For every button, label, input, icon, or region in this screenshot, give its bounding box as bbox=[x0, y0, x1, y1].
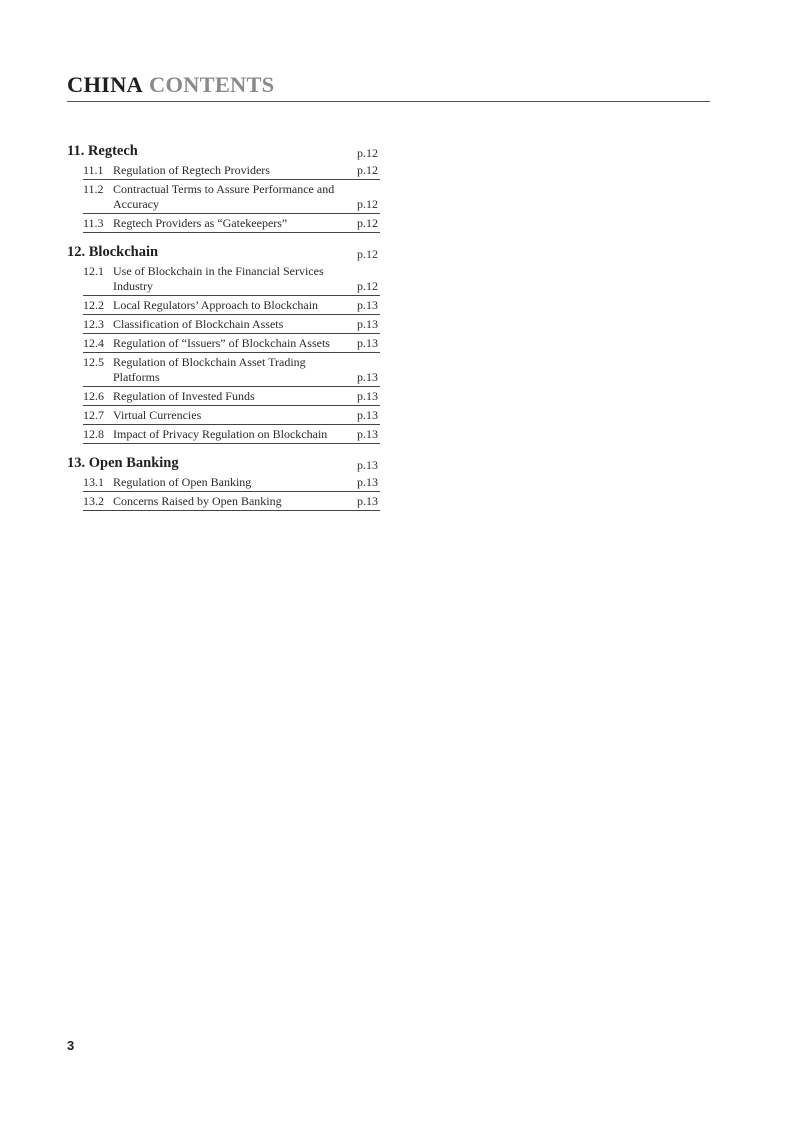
page-header bbox=[67, 70, 710, 102]
entry-page-ref: p.13 bbox=[357, 408, 378, 422]
entry-title: Use of Blockchain in the Financial Services Industry bbox=[113, 264, 324, 293]
section-heading[interactable] bbox=[67, 454, 380, 473]
toc-entry[interactable] bbox=[83, 387, 380, 406]
entry-title: Regulation of Open Banking bbox=[113, 475, 252, 489]
entry-number: 11.3 bbox=[83, 216, 104, 230]
entry-number: 11.2 bbox=[83, 182, 104, 196]
entry-title: Classification of Blockchain Assets bbox=[113, 317, 284, 331]
entry-number: 12.3 bbox=[83, 317, 104, 331]
entry-number: 12.1 bbox=[83, 264, 104, 278]
entry-page-ref: p.13 bbox=[357, 317, 378, 331]
entry-page-ref: p.13 bbox=[357, 298, 378, 312]
entry-number: 12.7 bbox=[83, 408, 104, 422]
toc-entry[interactable] bbox=[83, 262, 380, 296]
entry-page-ref: p.13 bbox=[357, 336, 378, 350]
toc-entry[interactable] bbox=[83, 492, 380, 511]
entry-page-ref: p.12 bbox=[357, 216, 378, 230]
entry-title: Regulation of Regtech Providers bbox=[113, 163, 270, 177]
entry-page-ref: p.12 bbox=[357, 197, 378, 211]
entry-title: Regulation of Blockchain Asset Trading Platforms bbox=[113, 355, 306, 384]
toc-entry[interactable] bbox=[83, 180, 380, 214]
entry-number: 13.1 bbox=[83, 475, 104, 489]
page-number: 3 bbox=[67, 1038, 75, 1053]
entry-list bbox=[83, 262, 380, 444]
entry-title: Regtech Providers as “Gatekeepers” bbox=[113, 216, 288, 230]
section-heading[interactable] bbox=[67, 243, 380, 262]
section-title: 11. Regtech bbox=[67, 143, 138, 159]
section-heading[interactable] bbox=[67, 142, 380, 161]
contents-title: CONTENTS bbox=[149, 72, 275, 97]
page-title bbox=[67, 72, 274, 98]
section-page-ref: p.12 bbox=[357, 146, 378, 160]
entry-title: Local Regulators’ Approach to Blockchain bbox=[113, 298, 319, 312]
toc-section bbox=[67, 243, 380, 444]
entry-title: Virtual Currencies bbox=[113, 408, 202, 422]
toc-entry[interactable] bbox=[83, 315, 380, 334]
entry-page-ref: p.13 bbox=[357, 389, 378, 403]
entry-page-ref: p.13 bbox=[357, 427, 378, 441]
toc-entry[interactable] bbox=[83, 334, 380, 353]
entry-title: Impact of Privacy Regulation on Blockchain bbox=[113, 427, 328, 441]
entry-number: 11.1 bbox=[83, 163, 104, 177]
toc-section bbox=[67, 142, 380, 233]
section-page-ref: p.13 bbox=[357, 458, 378, 472]
toc-entry[interactable] bbox=[83, 406, 380, 425]
toc-entry[interactable] bbox=[83, 296, 380, 315]
entry-title: Regulation of Invested Funds bbox=[113, 389, 255, 403]
section-title: 12. Blockchain bbox=[67, 244, 159, 260]
country-title: CHINA bbox=[67, 72, 144, 97]
toc-entry[interactable] bbox=[83, 473, 380, 492]
entry-page-ref: p.13 bbox=[357, 475, 378, 489]
section-title: 13. Open Banking bbox=[67, 455, 179, 471]
toc-entry[interactable] bbox=[83, 161, 380, 180]
entry-number: 12.5 bbox=[83, 355, 104, 369]
toc-section bbox=[67, 454, 380, 511]
toc-entry[interactable] bbox=[83, 425, 380, 444]
entry-number: 12.8 bbox=[83, 427, 104, 441]
entry-page-ref: p.13 bbox=[357, 370, 378, 384]
entry-list bbox=[83, 473, 380, 511]
table-of-contents bbox=[67, 142, 380, 521]
toc-entry[interactable] bbox=[83, 214, 380, 233]
entry-title: Contractual Terms to Assure Performance and Accuracy bbox=[113, 182, 335, 211]
entry-number: 12.6 bbox=[83, 389, 104, 403]
toc-entry[interactable] bbox=[83, 353, 380, 387]
entry-title: Concerns Raised by Open Banking bbox=[113, 494, 282, 508]
entry-list bbox=[83, 161, 380, 233]
entry-page-ref: p.13 bbox=[357, 494, 378, 508]
entry-title: Regulation of “Issuers” of Blockchain Assets bbox=[113, 336, 330, 350]
entry-number: 12.4 bbox=[83, 336, 104, 350]
section-page-ref: p.12 bbox=[357, 247, 378, 261]
entry-page-ref: p.12 bbox=[357, 163, 378, 177]
entry-number: 13.2 bbox=[83, 494, 104, 508]
entry-number: 12.2 bbox=[83, 298, 104, 312]
entry-page-ref: p.12 bbox=[357, 279, 378, 293]
